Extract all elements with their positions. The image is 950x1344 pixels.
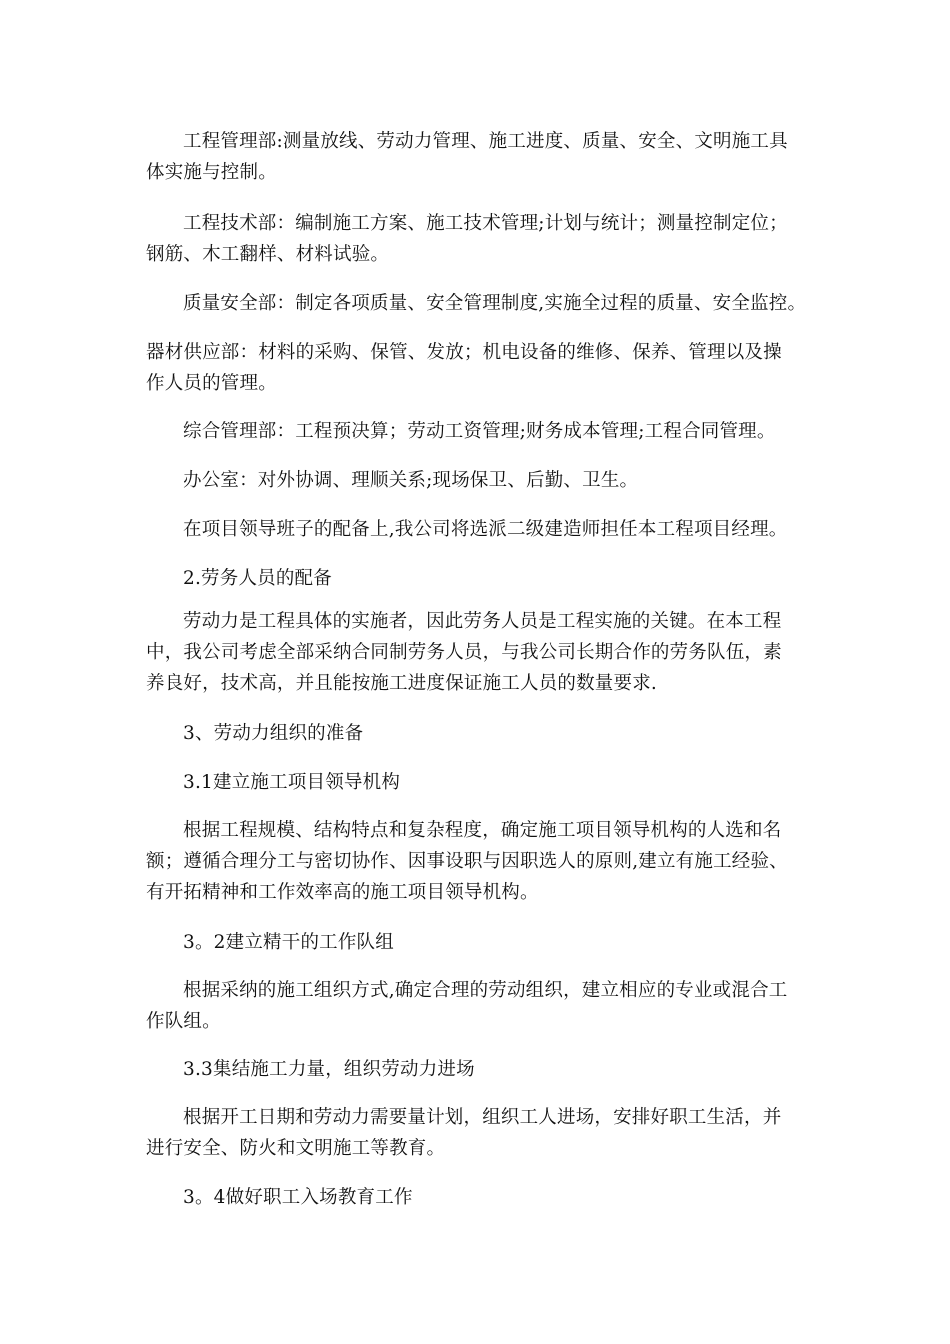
text-line: 劳动力是工程具体的实施者，因此劳务人员是工程实施的关键。在本工程 [183,611,782,632]
heading-text: 2.劳务人员的配备 [183,568,332,589]
heading-labor-staffing [146,563,818,594]
paragraph-project-leadership [146,514,818,545]
text-line: 体实施与控制。 [146,162,277,183]
text-line: 器材供应部：材料的采购、保管、发放；机电设备的维修、保养、管理以及操 [146,342,782,363]
heading-3-2 [146,927,818,958]
paragraph-engineering-technology [146,208,818,270]
heading-labor-organization [146,718,818,749]
text-line: 钢筋、木工翻样、材料试验。 [146,244,390,265]
text-line: 办公室：对外协调、理顺关系;现场保卫、后勤、卫生。 [183,470,639,491]
heading-3-1 [146,767,818,798]
heading-text: 3、劳动力组织的准备 [183,723,364,744]
paragraph-quality-safety [146,288,818,319]
text-line: 综合管理部：工程预决算；劳动工资管理;财务成本管理;工程合同管理。 [183,421,776,442]
paragraph-engineering-management [146,126,818,188]
text-line: 进行安全、防火和文明施工等教育。 [146,1138,446,1159]
heading-3-3 [146,1054,818,1085]
paragraph-labor-entry [146,1102,818,1164]
text-line: 根据工程规模、结构特点和复杂程度，确定施工项目领导机构的人选和名 [183,820,782,841]
text-line: 作队组。 [146,1011,221,1032]
paragraph-leadership-organization [146,815,818,908]
heading-text: 3.1建立施工项目领导机构 [183,772,401,793]
paragraph-office [146,465,818,496]
paragraph-work-teams [146,975,818,1037]
text-line: 中，我公司考虑全部采纳合同制劳务人员，与我公司长期合作的劳务队伍，素 [146,642,782,663]
text-line: 养良好，技术高，并且能按施工进度保证施工人员的数量要求. [146,673,657,694]
text-line: 在项目领导班子的配备上,我公司将选派二级建造师担任本工程项目经理。 [183,519,788,540]
heading-text: 3.3集结施工力量，组织劳动力进场 [183,1059,475,1080]
paragraph-equipment-supply [146,337,818,399]
heading-3-4 [146,1182,818,1213]
paragraph-labor-force [146,606,818,699]
text-line: 根据开工日期和劳动力需要量计划，组织工人进场，安排好职工生活，并 [183,1107,782,1128]
heading-text: 3。4做好职工入场教育工作 [183,1187,413,1208]
text-line: 作人员的管理。 [146,373,277,394]
text-line: 额；遵循合理分工与密切协作、因事设职与因职选人的原则,建立有施工经验、 [146,851,788,872]
text-line: 有开拓精神和工作效率高的施工项目领导机构。 [146,882,539,903]
text-line: 工程技术部：编制施工方案、施工技术管理;计划与统计；测量控制定位； [183,213,788,234]
text-line: 工程管理部:测量放线、劳动力管理、施工进度、质量、安全、文明施工具 [183,131,788,152]
heading-text: 3。2建立精干的工作队组 [183,932,394,953]
paragraph-general-management [146,416,818,447]
text-line: 根据采纳的施工组织方式,确定合理的劳动组织，建立相应的专业或混合工 [183,980,788,1001]
text-line: 质量安全部：制定各项质量、安全管理制度,实施全过程的质量、安全监控。 [183,293,807,314]
